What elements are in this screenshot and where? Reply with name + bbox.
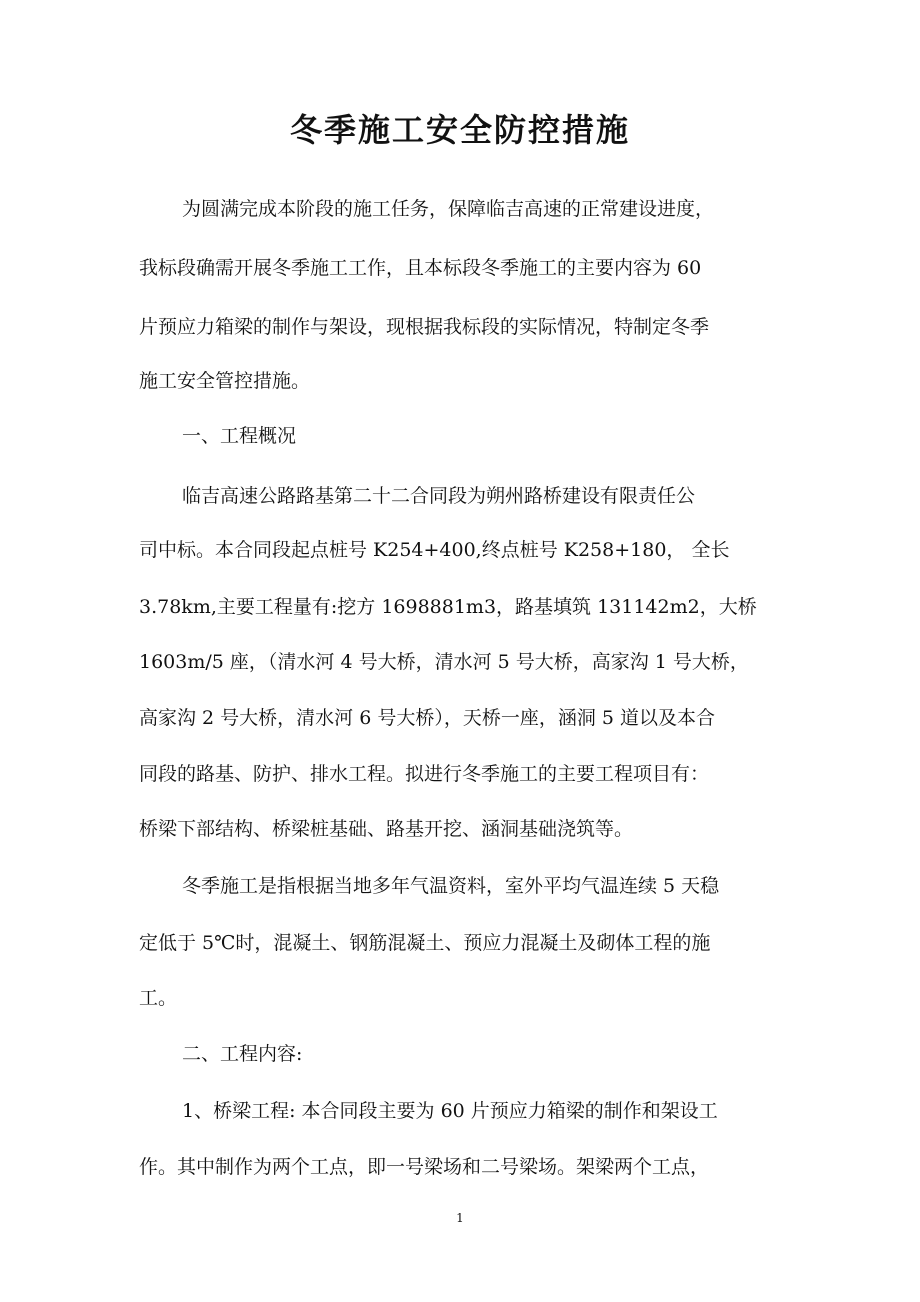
paragraph-line: 桥梁下部结构、桥梁桩基础、路基开挖、涵洞基础浇筑等。: [139, 818, 634, 840]
paragraph-line: 我标段确需开展冬季施工工作，且本标段冬季施工的主要内容为 60: [139, 257, 702, 279]
section-heading: 二、工程内容:: [182, 1043, 303, 1065]
paragraph-line: 定低于 5℃时，混凝土、钢筋混凝土、预应力混凝土及砌体工程的施: [139, 932, 711, 954]
section-heading: 一、工程概况: [182, 425, 297, 447]
paragraph-line: 1603m/5 座，（清水河 4 号大桥，清水河 5 号大桥，高家沟 1 号大桥，: [139, 651, 749, 673]
paragraph-line: 冬季施工是指根据当地多年气温资料，室外平均气温连续 5 天稳: [182, 875, 720, 897]
document-title: 冬季施工安全防控措施: [289, 111, 630, 149]
paragraph-line: 临吉高速公路路基第二十二合同段为朔州路桥建设有限责任公: [182, 485, 696, 507]
paragraph-line: 同段的路基、防护、排水工程。拟进行冬季施工的主要工程项目有：: [139, 763, 710, 785]
paragraph-line: 司中标。本合同段起点桩号 K254+400,终点桩号 K258+180， 全长: [139, 539, 730, 561]
paragraph-line: 片预应力箱梁的制作与架设，现根据我标段的实际情况，特制定冬季: [139, 316, 710, 338]
paragraph-line: 工。: [139, 987, 178, 1009]
paragraph-line: 1、桥梁工程: 本合同段主要为 60 片预应力箱梁的制作和架设工: [182, 1100, 718, 1122]
paragraph-line: 为圆满完成本阶段的施工任务，保障临吉高速的正常建设进度，: [182, 198, 715, 220]
paragraph-line: 施工安全管控措施。: [139, 370, 311, 392]
paragraph-line: 高家沟 2 号大桥，清水河 6 号大桥），天桥一座，涵洞 5 道以及本合: [139, 707, 716, 729]
paragraph-line: 作。其中制作为两个工点，即一号梁场和二号梁场。架梁两个工点，: [139, 1156, 710, 1178]
paragraph-line: 3.78km,主要工程量有:挖方 1698881m3，路基填筑 131142m2，大桥: [139, 596, 757, 618]
page-number: 1: [456, 1211, 464, 1225]
